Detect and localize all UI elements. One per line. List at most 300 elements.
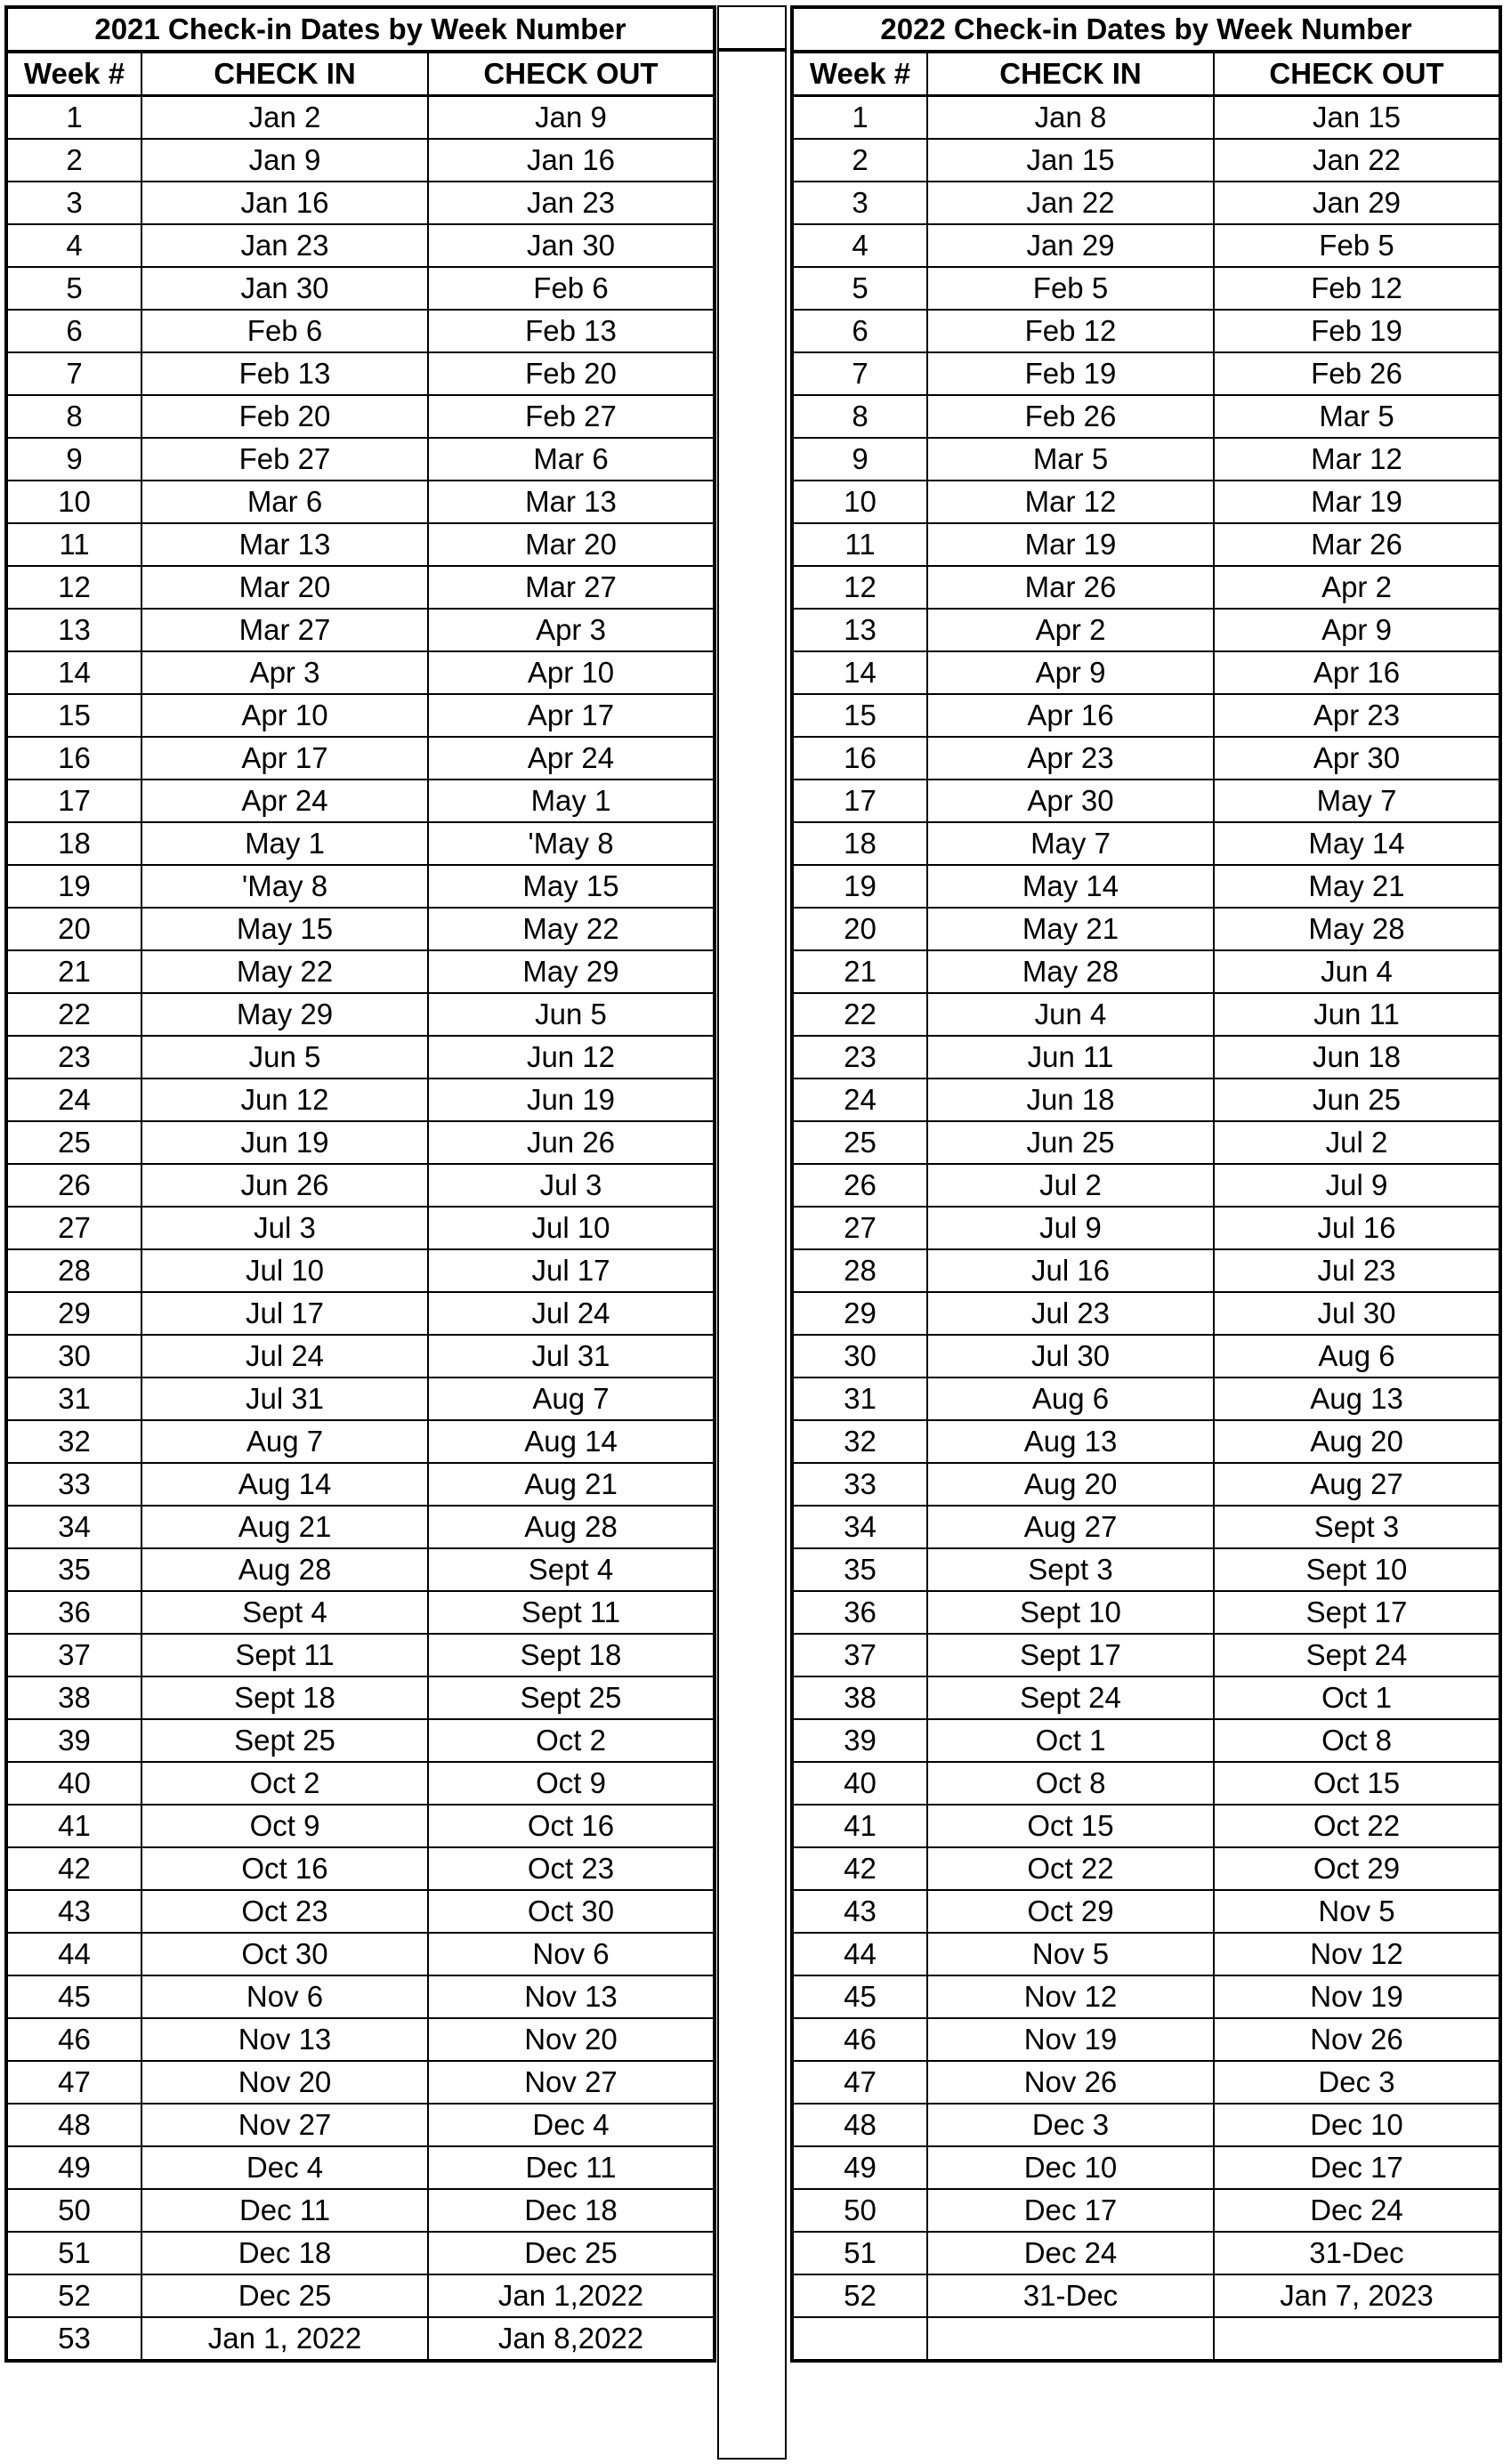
check-out-cell: Jul 17 bbox=[428, 1249, 715, 1292]
check-in-cell: Nov 27 bbox=[141, 2104, 428, 2146]
week-cell: 32 bbox=[6, 1420, 141, 1463]
check-out-cell: Apr 10 bbox=[428, 651, 715, 694]
table-row bbox=[6, 780, 715, 822]
table-row bbox=[792, 1121, 1500, 1164]
check-out-cell: Apr 2 bbox=[1214, 566, 1500, 609]
table-row bbox=[6, 267, 715, 310]
check-in-cell: Jul 23 bbox=[927, 1292, 1214, 1335]
week-cell: 4 bbox=[792, 224, 927, 267]
table-row bbox=[6, 1548, 715, 1591]
check-in-cell: May 28 bbox=[927, 950, 1214, 993]
table-row bbox=[792, 224, 1500, 267]
week-cell: 20 bbox=[792, 908, 927, 950]
check-in-cell: May 15 bbox=[141, 908, 428, 950]
check-out-cell: Jul 31 bbox=[428, 1335, 715, 1377]
table-row bbox=[6, 1036, 715, 1079]
week-cell: 46 bbox=[792, 2018, 927, 2061]
check-out-cell: Jan 30 bbox=[428, 224, 715, 267]
week-cell: 31 bbox=[792, 1377, 927, 1420]
check-out-cell: Apr 17 bbox=[428, 694, 715, 737]
check-out-cell: Jul 9 bbox=[1214, 1164, 1500, 1207]
week-cell: 17 bbox=[792, 780, 927, 822]
check-out-cell: Jun 26 bbox=[428, 1121, 715, 1164]
week-cell: 29 bbox=[792, 1292, 927, 1335]
check-in-cell: Jul 24 bbox=[141, 1335, 428, 1377]
check-in-cell: Aug 21 bbox=[141, 1506, 428, 1548]
check-out-cell: Jun 25 bbox=[1214, 1079, 1500, 1121]
table-row bbox=[6, 1634, 715, 1676]
week-cell: 27 bbox=[6, 1207, 141, 1249]
check-in-cell: Jan 22 bbox=[927, 182, 1214, 224]
check-out-cell: Oct 8 bbox=[1214, 1719, 1500, 1762]
check-in-cell: Jul 2 bbox=[927, 1164, 1214, 1207]
table-row bbox=[6, 1506, 715, 1548]
table-row bbox=[792, 1506, 1500, 1548]
table-row bbox=[792, 950, 1500, 993]
table-title-row bbox=[792, 7, 1500, 52]
check-out-cell: Aug 28 bbox=[428, 1506, 715, 1548]
table-row bbox=[6, 1292, 715, 1335]
table-row bbox=[792, 2061, 1500, 2104]
check-in-cell: Feb 6 bbox=[141, 310, 428, 352]
week-cell: 53 bbox=[6, 2317, 141, 2361]
week-cell: 18 bbox=[792, 822, 927, 865]
check-out-cell: Jul 10 bbox=[428, 1207, 715, 1249]
week-cell: 9 bbox=[792, 438, 927, 481]
check-in-cell: Jun 4 bbox=[927, 993, 1214, 1036]
table-row bbox=[792, 651, 1500, 694]
table-row bbox=[792, 310, 1500, 352]
week-cell: 1 bbox=[6, 96, 141, 140]
check-in-cell: Dec 3 bbox=[927, 2104, 1214, 2146]
table-title: 2021 Check-in Dates by Week Number bbox=[6, 7, 715, 52]
week-cell: 16 bbox=[792, 737, 927, 780]
check-in-cell: Aug 7 bbox=[141, 1420, 428, 1463]
check-out-cell: 'May 8 bbox=[428, 822, 715, 865]
week-cell: 41 bbox=[792, 1805, 927, 1847]
table-row bbox=[792, 1377, 1500, 1420]
week-cell: 8 bbox=[792, 395, 927, 438]
check-in-cell: Apr 10 bbox=[141, 694, 428, 737]
week-cell: 7 bbox=[6, 352, 141, 395]
check-out-cell: Apr 9 bbox=[1214, 609, 1500, 651]
check-out-cell: Jun 5 bbox=[428, 993, 715, 1036]
table-row bbox=[792, 737, 1500, 780]
table-title: 2022 Check-in Dates by Week Number bbox=[792, 7, 1500, 52]
check-in-cell: Feb 19 bbox=[927, 352, 1214, 395]
header-row bbox=[792, 52, 1500, 96]
check-in-cell: Jul 30 bbox=[927, 1335, 1214, 1377]
table-row bbox=[6, 1164, 715, 1207]
check-in-cell: Jul 10 bbox=[141, 1249, 428, 1292]
week-cell: 18 bbox=[6, 822, 141, 865]
table-row bbox=[792, 1463, 1500, 1506]
table-row bbox=[792, 1762, 1500, 1805]
check-out-cell: Dec 3 bbox=[1214, 2061, 1500, 2104]
check-in-cell: Apr 3 bbox=[141, 651, 428, 694]
table-row bbox=[792, 352, 1500, 395]
check-in-cell: Dec 24 bbox=[927, 2232, 1214, 2274]
check-out-cell: Jun 12 bbox=[428, 1036, 715, 1079]
check-in-cell: Jan 1, 2022 bbox=[141, 2317, 428, 2361]
table-row bbox=[792, 1292, 1500, 1335]
table-row bbox=[792, 1249, 1500, 1292]
table-row bbox=[6, 2104, 715, 2146]
week-cell: 5 bbox=[792, 267, 927, 310]
table-row bbox=[792, 908, 1500, 950]
week-cell: 42 bbox=[792, 1847, 927, 1890]
check-in-cell: Aug 13 bbox=[927, 1420, 1214, 1463]
week-cell: 12 bbox=[6, 566, 141, 609]
check-out-cell: Mar 26 bbox=[1214, 523, 1500, 566]
week-cell: 51 bbox=[6, 2232, 141, 2274]
check-in-cell: Nov 20 bbox=[141, 2061, 428, 2104]
check-in-cell: Sept 10 bbox=[927, 1591, 1214, 1634]
check-in-cell: Dec 10 bbox=[927, 2146, 1214, 2189]
check-in-cell: 'May 8 bbox=[141, 865, 428, 908]
week-cell: 52 bbox=[792, 2274, 927, 2317]
check-out-cell: Sept 24 bbox=[1214, 1634, 1500, 1676]
table-row bbox=[792, 2018, 1500, 2061]
week-cell: 3 bbox=[6, 182, 141, 224]
check-in-cell: Feb 5 bbox=[927, 267, 1214, 310]
check-out-cell: Mar 20 bbox=[428, 523, 715, 566]
check-in-cell: Aug 28 bbox=[141, 1548, 428, 1591]
table-row bbox=[6, 694, 715, 737]
table-row bbox=[6, 352, 715, 395]
table-row bbox=[792, 182, 1500, 224]
table-row bbox=[792, 1975, 1500, 2018]
table-row bbox=[6, 224, 715, 267]
table-row bbox=[792, 1335, 1500, 1377]
check-out-cell: Mar 6 bbox=[428, 438, 715, 481]
check-out-cell: Sept 10 bbox=[1214, 1548, 1500, 1591]
check-out-cell: Jan 23 bbox=[428, 182, 715, 224]
table-row bbox=[792, 267, 1500, 310]
check-in-cell: Feb 12 bbox=[927, 310, 1214, 352]
check-out-cell: May 22 bbox=[428, 908, 715, 950]
table-row bbox=[792, 609, 1500, 651]
check-in-cell: Jul 9 bbox=[927, 1207, 1214, 1249]
table-2022 bbox=[790, 5, 1502, 2363]
week-cell: 37 bbox=[792, 1634, 927, 1676]
check-in-cell: Aug 27 bbox=[927, 1506, 1214, 1548]
check-in-cell: Oct 30 bbox=[141, 1933, 428, 1975]
check-out-cell: Jun 18 bbox=[1214, 1036, 1500, 1079]
week-cell: 43 bbox=[792, 1890, 927, 1933]
check-in-cell: Apr 17 bbox=[141, 737, 428, 780]
check-in-cell: Jan 29 bbox=[927, 224, 1214, 267]
check-out-cell: Jan 16 bbox=[428, 139, 715, 182]
table-row bbox=[6, 609, 715, 651]
table-row bbox=[792, 1420, 1500, 1463]
table-row bbox=[6, 96, 715, 140]
check-in-cell: Feb 20 bbox=[141, 395, 428, 438]
table-row bbox=[792, 1591, 1500, 1634]
table-row bbox=[6, 1377, 715, 1420]
week-cell: 24 bbox=[6, 1079, 141, 1121]
check-out-cell: Aug 14 bbox=[428, 1420, 715, 1463]
week-cell: 32 bbox=[792, 1420, 927, 1463]
week-cell: 38 bbox=[792, 1676, 927, 1719]
check-in-cell: Mar 27 bbox=[141, 609, 428, 651]
check-out-cell: Feb 5 bbox=[1214, 224, 1500, 267]
check-out-cell: Jan 29 bbox=[1214, 182, 1500, 224]
week-cell: 6 bbox=[6, 310, 141, 352]
check-out-cell: Jul 16 bbox=[1214, 1207, 1500, 1249]
check-in-cell: Jun 12 bbox=[141, 1079, 428, 1121]
table-row bbox=[792, 1676, 1500, 1719]
week-cell: 12 bbox=[792, 566, 927, 609]
spacer-cell bbox=[719, 7, 785, 52]
check-out-cell: Nov 19 bbox=[1214, 1975, 1500, 2018]
check-out-cell: Nov 5 bbox=[1214, 1890, 1500, 1933]
table-row bbox=[792, 2146, 1500, 2189]
check-in-cell: Nov 5 bbox=[927, 1933, 1214, 1975]
check-out-cell: Oct 22 bbox=[1214, 1805, 1500, 1847]
check-in-cell: Mar 12 bbox=[927, 481, 1214, 523]
week-cell: 15 bbox=[6, 694, 141, 737]
week-cell: 15 bbox=[792, 694, 927, 737]
check-out-cell: May 28 bbox=[1214, 908, 1500, 950]
header-check-out: CHECK OUT bbox=[1214, 52, 1500, 96]
check-out-cell: Jul 3 bbox=[428, 1164, 715, 1207]
table-row bbox=[6, 865, 715, 908]
header-week: Week # bbox=[792, 52, 927, 96]
table-row bbox=[792, 2317, 1500, 2361]
check-in-cell: Oct 9 bbox=[141, 1805, 428, 1847]
check-out-cell: Jul 2 bbox=[1214, 1121, 1500, 1164]
check-out-cell: Apr 16 bbox=[1214, 651, 1500, 694]
check-in-cell: May 21 bbox=[927, 908, 1214, 950]
week-cell: 17 bbox=[6, 780, 141, 822]
table-row bbox=[792, 2274, 1500, 2317]
check-out-cell: Dec 17 bbox=[1214, 2146, 1500, 2189]
check-out-cell: Aug 7 bbox=[428, 1377, 715, 1420]
table-row bbox=[792, 2189, 1500, 2232]
check-in-cell: Sept 11 bbox=[141, 1634, 428, 1676]
check-out-cell: Mar 12 bbox=[1214, 438, 1500, 481]
week-cell: 3 bbox=[792, 182, 927, 224]
week-cell: 36 bbox=[6, 1591, 141, 1634]
check-in-cell: Dec 25 bbox=[141, 2274, 428, 2317]
table-row bbox=[6, 2189, 715, 2232]
week-cell: 33 bbox=[792, 1463, 927, 1506]
table-row bbox=[6, 737, 715, 780]
check-out-cell: Feb 12 bbox=[1214, 267, 1500, 310]
check-out-cell bbox=[1214, 2317, 1500, 2361]
check-out-cell: Feb 26 bbox=[1214, 352, 1500, 395]
check-in-cell: Apr 16 bbox=[927, 694, 1214, 737]
week-cell: 38 bbox=[6, 1676, 141, 1719]
check-in-cell: Jul 16 bbox=[927, 1249, 1214, 1292]
check-in-cell: Jan 16 bbox=[141, 182, 428, 224]
check-out-cell: May 7 bbox=[1214, 780, 1500, 822]
check-out-cell: Feb 27 bbox=[428, 395, 715, 438]
check-out-cell: May 21 bbox=[1214, 865, 1500, 908]
table-row bbox=[6, 566, 715, 609]
check-in-cell: Mar 26 bbox=[927, 566, 1214, 609]
table-row bbox=[6, 1890, 715, 1933]
table-row bbox=[792, 1933, 1500, 1975]
week-cell: 44 bbox=[792, 1933, 927, 1975]
week-cell: 48 bbox=[6, 2104, 141, 2146]
check-out-cell: Aug 6 bbox=[1214, 1335, 1500, 1377]
check-out-cell: Apr 23 bbox=[1214, 694, 1500, 737]
check-out-cell: Apr 3 bbox=[428, 609, 715, 651]
table-row bbox=[6, 2146, 715, 2189]
table-row bbox=[792, 865, 1500, 908]
week-cell: 37 bbox=[6, 1634, 141, 1676]
table-row bbox=[6, 139, 715, 182]
table-row bbox=[6, 395, 715, 438]
week-cell: 7 bbox=[792, 352, 927, 395]
check-out-cell: May 1 bbox=[428, 780, 715, 822]
week-cell: 5 bbox=[6, 267, 141, 310]
check-in-cell: Apr 23 bbox=[927, 737, 1214, 780]
table-row bbox=[792, 2232, 1500, 2274]
check-out-cell: Feb 19 bbox=[1214, 310, 1500, 352]
table-row bbox=[6, 1719, 715, 1762]
table-row bbox=[6, 1249, 715, 1292]
check-in-cell: Jun 19 bbox=[141, 1121, 428, 1164]
table-row bbox=[6, 950, 715, 993]
check-out-cell: Oct 30 bbox=[428, 1890, 715, 1933]
week-cell: 34 bbox=[6, 1506, 141, 1548]
week-cell: 19 bbox=[792, 865, 927, 908]
week-cell: 27 bbox=[792, 1207, 927, 1249]
check-out-cell: Jul 30 bbox=[1214, 1292, 1500, 1335]
check-in-cell: Dec 18 bbox=[141, 2232, 428, 2274]
week-cell: 2 bbox=[792, 139, 927, 182]
table-row bbox=[792, 2104, 1500, 2146]
table-title-row bbox=[6, 7, 715, 52]
week-cell: 31 bbox=[6, 1377, 141, 1420]
check-in-cell: Sept 18 bbox=[141, 1676, 428, 1719]
table-row bbox=[792, 1805, 1500, 1847]
week-cell: 10 bbox=[792, 481, 927, 523]
week-cell: 11 bbox=[792, 523, 927, 566]
check-out-cell: Dec 18 bbox=[428, 2189, 715, 2232]
table-row bbox=[6, 2061, 715, 2104]
week-cell: 14 bbox=[6, 651, 141, 694]
table-row bbox=[792, 566, 1500, 609]
check-out-cell: Sept 18 bbox=[428, 1634, 715, 1676]
week-cell: 10 bbox=[6, 481, 141, 523]
check-in-cell: Sept 3 bbox=[927, 1548, 1214, 1591]
check-in-cell: Oct 2 bbox=[141, 1762, 428, 1805]
table-row bbox=[792, 822, 1500, 865]
table-row bbox=[6, 1676, 715, 1719]
check-out-cell: Apr 30 bbox=[1214, 737, 1500, 780]
week-cell: 30 bbox=[6, 1335, 141, 1377]
check-in-cell: Jul 3 bbox=[141, 1207, 428, 1249]
week-cell: 49 bbox=[6, 2146, 141, 2189]
check-in-cell: Jun 26 bbox=[141, 1164, 428, 1207]
check-out-cell: Sept 11 bbox=[428, 1591, 715, 1634]
week-cell: 21 bbox=[792, 950, 927, 993]
check-out-cell: Sept 17 bbox=[1214, 1591, 1500, 1634]
check-out-cell: Jun 4 bbox=[1214, 950, 1500, 993]
week-cell: 14 bbox=[792, 651, 927, 694]
table-row bbox=[792, 1036, 1500, 1079]
check-in-cell: Apr 30 bbox=[927, 780, 1214, 822]
week-cell: 6 bbox=[792, 310, 927, 352]
table-row bbox=[792, 1164, 1500, 1207]
check-in-cell: Apr 9 bbox=[927, 651, 1214, 694]
check-out-cell: Mar 13 bbox=[428, 481, 715, 523]
check-in-cell: Sept 24 bbox=[927, 1676, 1214, 1719]
check-out-cell: Nov 26 bbox=[1214, 2018, 1500, 2061]
table-row bbox=[6, 310, 715, 352]
check-in-cell: Sept 17 bbox=[927, 1634, 1214, 1676]
week-cell: 49 bbox=[792, 2146, 927, 2189]
check-out-cell: Oct 2 bbox=[428, 1719, 715, 1762]
table-row bbox=[792, 993, 1500, 1036]
table-row bbox=[792, 1079, 1500, 1121]
week-cell: 45 bbox=[6, 1975, 141, 2018]
check-in-cell: Mar 5 bbox=[927, 438, 1214, 481]
check-out-cell: Jan 1,2022 bbox=[428, 2274, 715, 2317]
week-cell: 39 bbox=[792, 1719, 927, 1762]
table-row bbox=[6, 908, 715, 950]
check-out-cell: Sept 25 bbox=[428, 1676, 715, 1719]
check-in-cell: Dec 17 bbox=[927, 2189, 1214, 2232]
table-row bbox=[6, 2317, 715, 2361]
check-out-cell: Dec 11 bbox=[428, 2146, 715, 2189]
check-out-cell: Oct 9 bbox=[428, 1762, 715, 1805]
table-row bbox=[6, 1420, 715, 1463]
table-row bbox=[6, 1933, 715, 1975]
week-cell: 35 bbox=[6, 1548, 141, 1591]
check-in-cell: Dec 4 bbox=[141, 2146, 428, 2189]
check-out-cell: Jan 8,2022 bbox=[428, 2317, 715, 2361]
table-row bbox=[792, 395, 1500, 438]
table-row bbox=[792, 1719, 1500, 1762]
header-week: Week # bbox=[6, 52, 141, 96]
check-in-cell: Dec 11 bbox=[141, 2189, 428, 2232]
table-row bbox=[6, 182, 715, 224]
table-row bbox=[792, 1207, 1500, 1249]
week-cell: 22 bbox=[792, 993, 927, 1036]
check-out-cell: Sept 3 bbox=[1214, 1506, 1500, 1548]
check-in-cell: Feb 13 bbox=[141, 352, 428, 395]
week-cell: 50 bbox=[6, 2189, 141, 2232]
table-2021 bbox=[4, 5, 716, 2363]
week-cell: 43 bbox=[6, 1890, 141, 1933]
week-cell: 47 bbox=[792, 2061, 927, 2104]
check-in-cell: Oct 22 bbox=[927, 1847, 1214, 1890]
table-row bbox=[792, 96, 1500, 140]
check-in-cell: Aug 6 bbox=[927, 1377, 1214, 1420]
check-in-cell: Jan 23 bbox=[141, 224, 428, 267]
check-out-cell: Jul 23 bbox=[1214, 1249, 1500, 1292]
check-in-cell: Apr 2 bbox=[927, 609, 1214, 651]
check-in-cell: Jul 31 bbox=[141, 1377, 428, 1420]
week-cell: 25 bbox=[6, 1121, 141, 1164]
week-cell: 40 bbox=[6, 1762, 141, 1805]
check-in-cell: Jul 17 bbox=[141, 1292, 428, 1335]
check-in-cell: Jun 11 bbox=[927, 1036, 1214, 1079]
table-row bbox=[792, 1847, 1500, 1890]
check-in-cell: Feb 26 bbox=[927, 395, 1214, 438]
week-cell: 40 bbox=[792, 1762, 927, 1805]
week-cell: 46 bbox=[6, 2018, 141, 2061]
check-in-cell: Jan 8 bbox=[927, 96, 1214, 140]
table-row bbox=[792, 780, 1500, 822]
table-row bbox=[6, 822, 715, 865]
check-in-cell: Oct 29 bbox=[927, 1890, 1214, 1933]
